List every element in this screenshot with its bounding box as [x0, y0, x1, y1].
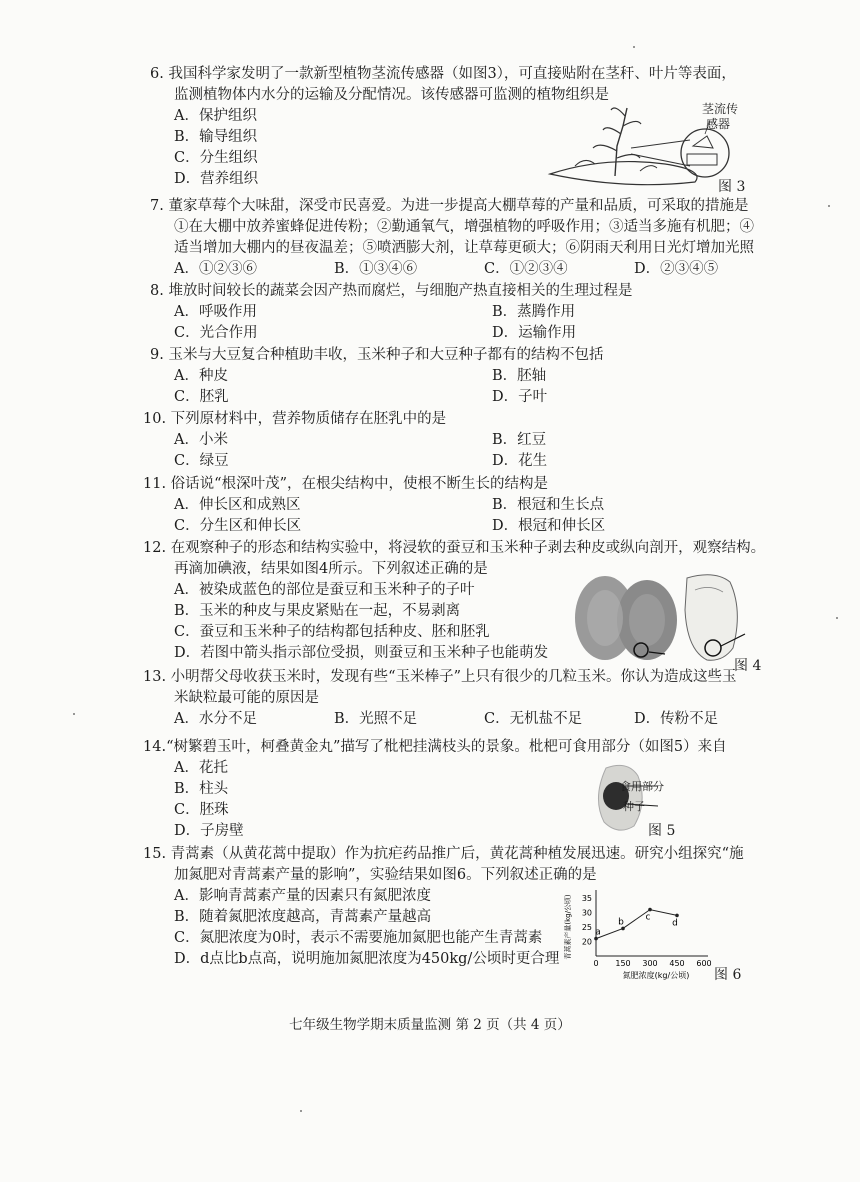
figure-3-sensor-label: 茎流传: [702, 102, 739, 116]
question-stem: 适当增加大棚内的昼夜温差；⑤喷洒膨大剂，让草莓更硕大；⑥阴雨天利用日光灯增加光照: [174, 240, 754, 256]
option-d: D．②③④⑤: [634, 261, 719, 277]
x-tick-label: 300: [642, 959, 658, 968]
x-axis-label: 氮肥浓度(kg/公顷): [622, 971, 690, 980]
x-tick-label: 150: [615, 959, 631, 968]
option-a: A．花托: [174, 760, 228, 776]
option-d: D．根冠和伸长区: [492, 518, 606, 534]
question-11: [143, 474, 763, 537]
option-d: D．传粉不足: [634, 711, 719, 727]
question-10: [143, 409, 763, 472]
figure-6-caption: 图 6: [714, 967, 742, 983]
point-label: c: [645, 912, 651, 923]
figure-6-chart: [556, 884, 714, 984]
page-footer: 七年级生物学期末质量监测 第 2 页（共 4 页）: [289, 1017, 571, 1033]
option-b: B．光照不足: [334, 711, 418, 727]
question-stem: “树繁碧玉叶，柯叠黄金丸”描写了枇杷挂满枝头的景象。枇杷可食用部分（如图5）来自: [166, 739, 727, 755]
option-c: C．光合作用: [174, 325, 258, 341]
data-point: [648, 908, 652, 912]
question-number: 15.: [143, 846, 167, 862]
option-d: D．子房壁: [174, 823, 244, 839]
figure-3-sensor-label: 感器: [706, 117, 731, 131]
question-stem: 加氮肥对青蒿素产量的影响”，实验结果如图6。下列叙述正确的是: [174, 867, 597, 883]
figure-5-edible-label: 食用部分: [620, 780, 664, 793]
option-b: B．随着氮肥浓度越高，青蒿素产量越高: [174, 909, 432, 925]
question-14: [143, 737, 773, 842]
question-number: 11.: [143, 476, 167, 492]
point-label: d: [672, 918, 678, 929]
question-number: 10.: [143, 411, 167, 427]
x-tick-label: 600: [696, 959, 712, 968]
option-c: C．蚕豆和玉米种子的结构都包括种皮、胚和胚乳: [174, 624, 490, 640]
question-stem: 青蒿素（从黄花蒿中提取）作为抗疟药品推广后，黄花蒿种植发展迅速。研究小组探究“施: [170, 846, 744, 862]
question-stem: 堆放时间较长的蔬菜会因产热而腐烂，与细胞产热直接相关的生理过程是: [168, 283, 633, 299]
question-number: 14.: [143, 739, 167, 755]
option-a: A．种皮: [174, 368, 228, 384]
option-d: D．运输作用: [492, 325, 577, 341]
question-number: 12.: [143, 540, 167, 556]
option-b: B．红豆: [492, 432, 547, 448]
figure-5-caption: 图 5: [648, 823, 676, 839]
question-number: 9.: [150, 347, 164, 363]
option-c: C．分生区和伸长区: [174, 518, 302, 534]
figure-5-seed-label: 种子: [623, 800, 645, 813]
option-c: C．氮肥浓度为0时，表示不需要施加氮肥也能产生青蒿素: [174, 930, 543, 946]
question-number: 7.: [150, 198, 164, 214]
option-a: A．小米: [174, 432, 228, 448]
question-stem: 小明帮父母收获玉米时，发现有些“玉米棒子”上只有很少的几粒玉米。你认为造成这些玉: [170, 669, 737, 685]
option-b: B．柱头: [174, 781, 229, 797]
option-b: B．玉米的种皮与果皮紧贴在一起，不易剥离: [174, 603, 461, 619]
question-stem: 我国科学家发明了一款新型植物茎流传感器（如图3），可直接贴附在茎秆、叶片等表面，: [168, 66, 736, 82]
question-number: 13.: [143, 669, 167, 685]
question-stem: ①在大棚中放养蜜蜂促进传粉；②勤通氧气，增强植物的呼吸作用；③适当多施有机肥；④: [174, 219, 754, 235]
option-b: B．根冠和生长点: [492, 497, 605, 513]
option-a: A．①②③⑥: [174, 261, 257, 277]
y-axis-label: 青蒿素产量(kg/公顷): [564, 894, 572, 960]
question-number: 8.: [150, 283, 164, 299]
y-tick-label: 20: [581, 937, 592, 947]
question-stem: 俗话说“根深叶茂”，在根尖结构中，使根不断生长的结构是: [170, 476, 548, 492]
question-stem: 在观察种子的形态和结构实验中，将浸软的蚕豆和玉米种子剥去种皮或纵向剖开，观察结构。: [170, 540, 766, 556]
option-a: A．水分不足: [174, 711, 257, 727]
option-c: C．胚珠: [174, 802, 229, 818]
option-d: D．子叶: [492, 389, 548, 405]
question-stem: 米缺粒最可能的原因是: [174, 690, 319, 706]
option-b: B．①③④⑥: [334, 261, 418, 277]
point-label: a: [595, 927, 601, 938]
option-d: D．若图中箭头指示部位受损，则蚕豆和玉米种子也能萌发: [174, 645, 549, 661]
question-stem: 监测植物体内水分的运输及分配情况。该传感器可监测的植物组织是: [174, 87, 609, 103]
question-stem: 玉米与大豆复合种植助丰收，玉米种子和大豆种子都有的结构不包括: [168, 347, 604, 363]
x-tick-label: 450: [669, 959, 685, 968]
point-label: b: [618, 917, 624, 928]
question-stem: 下列原材料中，营养物质储存在胚乳中的是: [170, 411, 447, 427]
option-d: D．营养组织: [174, 171, 259, 187]
option-a: A．呼吸作用: [174, 304, 257, 320]
series-line: [596, 910, 677, 939]
option-c: C．绿豆: [174, 453, 229, 469]
question-stem: 再滴加碘液，结果如图4所示。下列叙述正确的是: [174, 561, 488, 577]
question-9: [150, 345, 770, 408]
option-a: A．被染成蓝色的部位是蚕豆和玉米种子的子叶: [174, 582, 475, 598]
option-c: C．①②③④: [484, 261, 568, 277]
question-13: [143, 667, 773, 730]
data-point: [675, 914, 679, 918]
option-a: A．影响青蒿素产量的因素只有氮肥浓度: [174, 888, 431, 904]
option-d: D．花生: [492, 453, 548, 469]
y-tick-label: 35: [581, 894, 592, 903]
figure-3-caption: 图 3: [718, 179, 746, 195]
question-number: 6.: [150, 66, 164, 82]
option-b: B．胚轴: [492, 368, 547, 384]
figure-4-caption: 图 4: [734, 658, 762, 674]
question-7: [150, 196, 770, 280]
x-tick-label: 0: [593, 959, 599, 968]
option-c: C．胚乳: [174, 389, 229, 405]
option-d: D．d点比b点高，说明施加氮肥浓度为450kg/公顷时更合理: [174, 951, 560, 967]
question-stem: 董家草莓个大味甜，深受市民喜爱。为进一步提高大棚草莓的产量和品质，可采取的措施是: [168, 198, 749, 214]
question-8: [150, 281, 770, 344]
option-c: C．分生组织: [174, 150, 258, 166]
option-b: B．蒸腾作用: [492, 304, 576, 320]
option-a: A．伸长区和成熟区: [174, 497, 301, 513]
option-a: A．保护组织: [174, 108, 257, 124]
option-c: C．无机盐不足: [484, 711, 583, 727]
y-tick-label: 25: [581, 923, 592, 932]
option-b: B．输导组织: [174, 129, 258, 145]
y-tick-label: 30: [581, 908, 592, 918]
